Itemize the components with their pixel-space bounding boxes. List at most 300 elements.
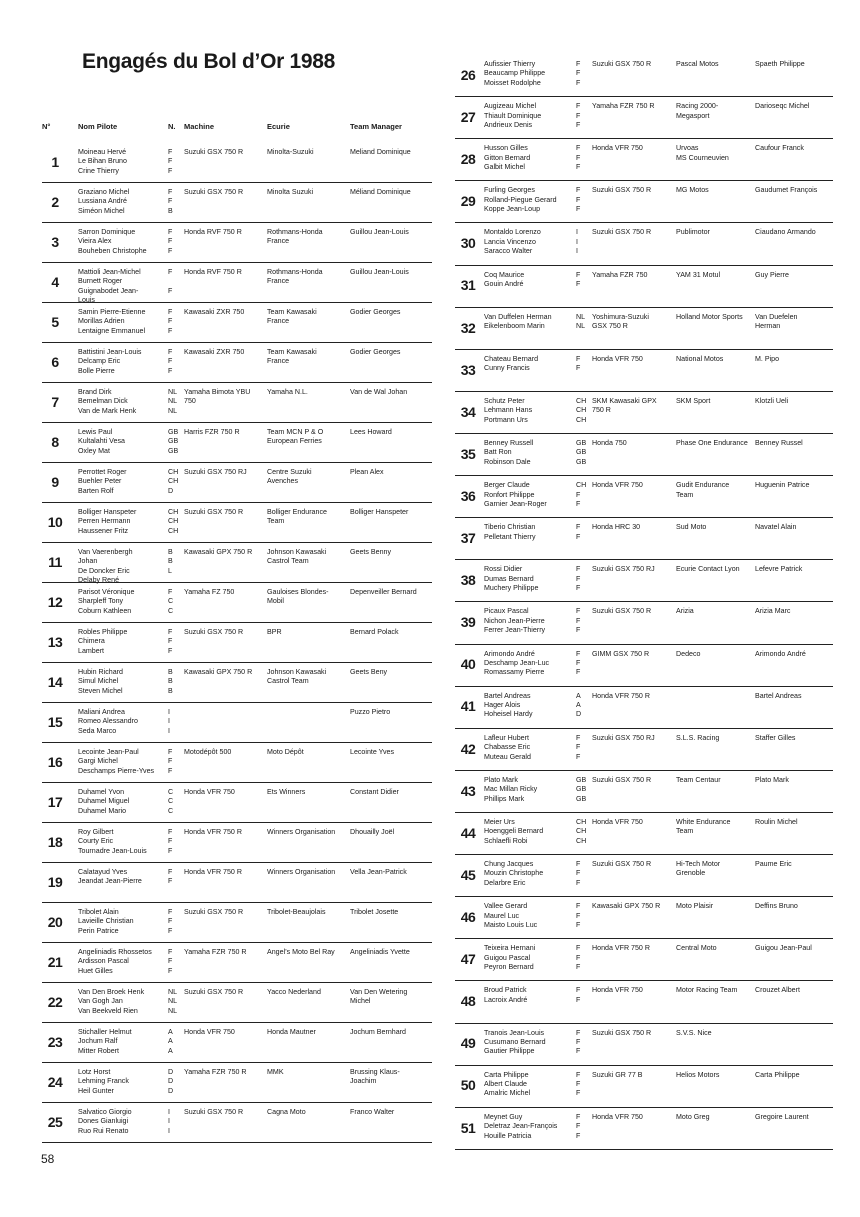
machine-cell	[592, 186, 651, 195]
nationality: CH	[168, 477, 179, 486]
team-name-cell	[267, 428, 323, 447]
entries-left-column	[42, 143, 432, 1143]
pilot-name: Husson Gilles	[484, 144, 528, 153]
nationality: A	[576, 691, 581, 700]
pilot-name: Duhamel Miguel	[78, 797, 130, 806]
pilot-name: Graziano Michel	[78, 188, 130, 196]
entry-row	[455, 308, 833, 350]
pilot-name: Chung Jacques	[484, 860, 534, 869]
machine: Suzuki GSX 750 R	[184, 1108, 244, 1116]
header-machine: Machine	[184, 122, 215, 131]
entry-number: 18	[47, 833, 63, 850]
nationality: F	[576, 279, 581, 288]
pilot-name: Moisset Rodolphe	[484, 78, 541, 87]
pilot-name: Delcamp Eric	[78, 357, 121, 366]
entry-number: 33	[460, 361, 476, 378]
machine-cell	[184, 428, 240, 437]
team-manager: Angeliniadis Yvette	[350, 948, 410, 956]
pilot-name: Ardisson Pascal	[78, 957, 129, 966]
nationality: F	[576, 60, 581, 68]
team-name: Rothmans-Honda	[267, 268, 323, 276]
pilot-name: Hager Alois	[484, 701, 521, 710]
pilot-name: Chimera	[78, 637, 105, 646]
pilot-name-cell	[78, 148, 127, 176]
entry-row	[42, 1103, 432, 1143]
pilot-name: Deschamp Jean-Luc	[484, 658, 550, 667]
team-name-cell	[267, 348, 317, 367]
nationality-cell	[576, 228, 578, 256]
machine: Suzuki GSX 750 R	[592, 860, 652, 869]
machine: Yamaha FZR 750 R	[184, 948, 247, 956]
nationality: F	[576, 1122, 581, 1131]
nationality: F	[168, 837, 173, 846]
entry-row	[42, 143, 432, 183]
pilot-name: Jeandat Jean-Pierre	[78, 877, 142, 886]
machine: Suzuki GSX 750 R	[592, 60, 652, 68]
nationality-cell	[168, 668, 173, 696]
team-manager-cell	[755, 734, 795, 743]
team-name-cell	[676, 986, 737, 995]
machine-cell	[184, 268, 242, 277]
pilot-name: Lotz Horst	[78, 1068, 111, 1076]
machine: Suzuki GSX 750 R	[184, 148, 244, 156]
nationality: F	[576, 626, 581, 635]
entry-number: 2	[51, 193, 59, 210]
nationality-cell	[576, 986, 580, 1005]
nationality: F	[576, 270, 581, 279]
pilot-name: Perren Hermann	[78, 517, 131, 526]
team-manager-cell	[350, 948, 410, 957]
machine: Yamaha FZR 750 R	[184, 1068, 247, 1076]
entry-row	[455, 981, 833, 1023]
nationality: F	[168, 846, 173, 855]
pilot-name: Batt Ron	[484, 448, 512, 457]
machine: Suzuki GR 77 B	[592, 1070, 643, 1079]
team-manager-cell	[350, 388, 407, 397]
machine-cell	[592, 986, 643, 995]
nationality-cell	[576, 776, 586, 804]
pilot-name: Teixeira Hernani	[484, 944, 536, 953]
pilot-name: Galbit Michel	[484, 163, 526, 172]
entry-row	[455, 897, 833, 939]
nationality: GB	[576, 785, 587, 794]
team-name-cell	[267, 1028, 316, 1037]
nationality-cell	[576, 860, 580, 888]
nationality: B	[168, 686, 173, 695]
entry-number: 43	[460, 782, 476, 799]
nationality: B	[168, 557, 173, 566]
team-name: Angel’s Moto Bel Ray	[267, 948, 335, 956]
team-name-cell	[676, 860, 720, 879]
team-name: Johnson Kawasaki	[267, 548, 327, 556]
nationality-cell	[168, 508, 178, 536]
entry-number: 34	[460, 403, 476, 420]
pilot-name-cell	[78, 908, 134, 936]
pilot-name: Morillas Adrien	[78, 317, 125, 326]
pilot-name: Lussiana André	[78, 197, 127, 206]
team-manager-cell	[755, 397, 788, 406]
machine: Honda VFR 750 R	[184, 828, 242, 836]
team-manager-cell	[755, 1071, 800, 1080]
entry-number: 32	[460, 319, 476, 336]
pilot-name-cell	[78, 188, 129, 216]
team-manager-cell	[755, 271, 789, 280]
nationality: F	[576, 1028, 581, 1037]
pilot-name-cell	[484, 944, 535, 972]
team-manager: Klotzli Ueli	[755, 396, 789, 405]
entry-number: 28	[460, 151, 476, 168]
nationality: F	[576, 490, 581, 499]
nationality: F	[168, 966, 173, 975]
nationality: F	[168, 588, 173, 596]
team-manager: Bartel Andreas	[755, 691, 802, 700]
nationality: F	[168, 166, 173, 175]
pilot-name: Lancia Vincenzo	[484, 237, 536, 246]
pilot-name: Sharpleff Tony	[78, 597, 124, 606]
team-manager: Gregoire Laurent	[755, 1112, 809, 1121]
entry-row	[455, 434, 833, 476]
team-manager-cell	[755, 650, 806, 659]
team-name: Central Moto	[676, 944, 717, 953]
nationality-cell	[576, 102, 580, 130]
team-name: Pascal Motos	[676, 60, 719, 68]
pilot-name: Robinson Dale	[484, 457, 531, 466]
machine-cell	[592, 1071, 642, 1080]
nationality: C	[168, 597, 174, 606]
pilot-name-cell	[78, 1068, 129, 1096]
nationality: F	[168, 308, 173, 316]
nationality: F	[168, 148, 173, 156]
team-name: Motor Racing Team	[676, 986, 738, 995]
nationality-cell	[168, 788, 173, 816]
entry-number: 44	[460, 824, 476, 841]
pilot-name: Peyron Bernard	[484, 963, 534, 972]
pilot-name: Louis	[78, 296, 95, 305]
team-name-cell	[267, 228, 323, 247]
machine-cell	[184, 788, 235, 797]
entry-row	[455, 729, 833, 771]
nationality: F	[168, 877, 173, 886]
nationality: B	[168, 206, 173, 215]
machine-cell	[184, 348, 244, 357]
machine: Honda VFR 750 R	[592, 691, 650, 700]
entry-number: 4	[51, 273, 59, 290]
team-name: Grenoble	[676, 869, 706, 878]
pilot-name: Lafleur Hubert	[484, 733, 529, 742]
entry-row	[455, 1024, 833, 1066]
nationality: F	[576, 963, 581, 972]
team-manager: Bolliger Hanspeter	[350, 508, 409, 516]
team-name: Bolliger Endurance	[267, 508, 327, 516]
machine-cell	[184, 748, 231, 757]
team-name-cell	[267, 188, 313, 197]
team-name: Minolta Suzuki	[267, 188, 314, 196]
pilot-name-cell	[78, 1028, 132, 1056]
entry-number: 31	[460, 277, 476, 294]
entry-number: 48	[460, 993, 476, 1010]
machine-cell	[592, 734, 655, 743]
team-manager: Jochum Bernhard	[350, 1028, 406, 1036]
nationality-cell	[576, 355, 580, 374]
team-name: France	[267, 357, 290, 366]
machine: Honda VFR 750	[184, 788, 235, 796]
nationality: CH	[168, 468, 179, 476]
pilot-name-cell	[78, 868, 142, 887]
entry-row	[42, 343, 432, 383]
nationality: F	[168, 268, 173, 276]
pilot-name-cell	[78, 628, 127, 656]
nationality: I	[576, 237, 578, 246]
team-name: Team	[676, 827, 694, 836]
pilot-name: Maliani Andrea	[78, 708, 125, 716]
pilot-name: Mitter Robert	[78, 1046, 119, 1055]
team-manager: Gaudumet François	[755, 186, 818, 195]
nationality: C	[168, 797, 174, 806]
nationality: F	[168, 326, 173, 335]
team-name-cell	[676, 1029, 712, 1038]
pilot-name: Mouzin Christophe	[484, 869, 544, 878]
team-manager: Joachim	[350, 1077, 377, 1086]
team-name: MMK	[267, 1068, 284, 1076]
nationality: D	[576, 710, 582, 719]
pilot-name-cell	[484, 734, 531, 762]
nationality: F	[576, 1089, 581, 1098]
pilot-name: Gitton Bernard	[484, 153, 531, 162]
team-manager: Constant Didier	[350, 788, 399, 796]
pilot-name-cell	[78, 508, 136, 536]
nationality: F	[576, 1070, 581, 1079]
pilot-name: Cunny Francis	[484, 364, 530, 373]
pilot-name: Meynet Guy	[484, 1112, 523, 1121]
pilot-name-cell	[78, 348, 141, 376]
machine-cell	[592, 818, 643, 827]
pilot-name: Lavieille Christian	[78, 917, 134, 926]
team-name: MG Motos	[676, 186, 709, 195]
pilot-name: Romassamy Pierre	[484, 668, 545, 677]
entry-number: 40	[460, 656, 476, 673]
nationality: F	[576, 995, 581, 1004]
nationality: F	[168, 868, 173, 876]
team-manager-cell	[755, 776, 789, 785]
machine-cell	[592, 1113, 643, 1122]
pilot-name: Guignabodet Jean-	[78, 286, 139, 295]
nationality: F	[576, 921, 581, 929]
pilot-name: Dones Gianluigi	[78, 1117, 129, 1126]
machine-cell	[592, 650, 649, 659]
nationality: F	[168, 908, 173, 916]
pilot-name: Heil Gunter	[78, 1086, 114, 1095]
entry-number: 47	[460, 951, 476, 968]
team-manager-cell	[350, 708, 390, 717]
team-name: Racing 2000-	[676, 102, 719, 111]
machine-cell	[592, 481, 643, 490]
nationality: F	[576, 144, 581, 153]
nationality: CH	[168, 517, 179, 526]
team-name: Yamaha N.L.	[267, 388, 308, 396]
machine: Kawasaki ZXR 750	[184, 348, 245, 356]
team-name: Tribolet-Beaujolais	[267, 908, 326, 916]
nationality: CH	[576, 817, 587, 826]
nationality-cell	[168, 388, 177, 416]
pilot-name: Phillips Mark	[484, 794, 525, 803]
team-name-cell	[676, 1113, 710, 1122]
entries-right-column	[455, 55, 833, 1150]
team-manager: Michel	[350, 997, 371, 1006]
team-manager-cell	[350, 1028, 406, 1037]
pilot-name: Maurel Luc	[484, 911, 520, 920]
machine-cell	[184, 1028, 235, 1037]
machine: Kawasaki GPX 750 R	[184, 668, 253, 676]
entry-number: 17	[47, 793, 63, 810]
nationality: F	[576, 1112, 581, 1121]
pilot-name-cell	[78, 468, 127, 496]
pilot-name: Houille Patricia	[484, 1131, 532, 1140]
machine-cell	[592, 607, 651, 616]
team-name: Cagna Moto	[267, 1108, 306, 1116]
entry-row	[42, 863, 432, 903]
nationality-cell	[576, 944, 580, 972]
pilot-name: Pelletant Thierry	[484, 532, 536, 541]
machine: Honda VFR 750	[592, 986, 643, 995]
team-manager: Lees Howard	[350, 428, 392, 436]
nationality: NL	[576, 322, 586, 331]
nationality: F	[576, 565, 581, 574]
nationality: GB	[576, 448, 587, 457]
team-manager: Geets Beny	[350, 668, 388, 676]
nationality-cell	[576, 186, 580, 214]
pilot-name: Duhamel Yvon	[78, 788, 125, 796]
team-name: Winners Organisation	[267, 868, 336, 876]
team-manager-cell	[350, 468, 384, 477]
pilot-name-cell	[78, 388, 136, 416]
page-title: Engagés du Bol d’Or 1988	[82, 50, 336, 73]
machine: Yamaha FZR 750 R	[592, 102, 655, 111]
machine: Suzuki GSX 750 R	[184, 908, 244, 916]
nationality: GB	[168, 446, 179, 455]
machine: Honda VFR 750	[592, 144, 643, 153]
pilot-name: Van Beekveld Rien	[78, 1006, 138, 1015]
nationality: C	[168, 606, 174, 615]
team-manager: Godier Georges	[350, 308, 401, 316]
entry-number: 39	[460, 614, 476, 631]
nationality: F	[576, 195, 581, 204]
team-name: S.L.S. Racing	[676, 733, 720, 742]
pilot-name: Johan	[78, 557, 98, 566]
entry-row	[455, 97, 833, 139]
pilot-name-cell	[484, 271, 524, 290]
pilot-name: Picaux Pascal	[484, 607, 529, 616]
machine-cell	[184, 1068, 247, 1077]
pilot-name-cell	[484, 397, 532, 425]
nationality-cell	[168, 588, 173, 616]
pilot-name: Courty Eric	[78, 837, 114, 846]
team-name: Moto Dépôt	[267, 748, 304, 756]
machine: 750 R	[592, 406, 611, 415]
pilot-name: Coq Maurice	[484, 270, 525, 279]
entry-number: 37	[460, 530, 476, 547]
pilot-name: Van de Mark Henk	[78, 406, 137, 415]
team-name: Castrol Team	[267, 557, 309, 566]
nationality: F	[168, 228, 173, 236]
nationality-cell	[168, 948, 172, 976]
team-name: Gauloises Blondes-	[267, 588, 329, 596]
entry-row	[455, 813, 833, 855]
entry-row	[42, 183, 432, 223]
entry-number: 12	[47, 593, 63, 610]
team-name: Phase One Endurance	[676, 438, 748, 447]
machine-cell	[592, 565, 655, 574]
team-name-cell	[676, 397, 710, 406]
entry-number: 7	[51, 393, 59, 410]
machine: Motodépôt 500	[184, 748, 232, 756]
nationality: F	[168, 357, 173, 366]
pilot-name: Gargi Michel	[78, 757, 118, 766]
nationality: F	[576, 1080, 581, 1089]
team-name-cell	[267, 308, 317, 327]
nationality: GB	[168, 428, 179, 436]
team-manager-cell	[755, 60, 805, 69]
pilot-name: Beaucamp Philippe	[484, 69, 546, 78]
nationality: F	[576, 364, 581, 373]
nationality: CH	[168, 526, 179, 535]
pilot-name: Hoenggeli Bernard	[484, 827, 544, 836]
team-name-cell	[676, 818, 730, 837]
nationality: F	[168, 157, 173, 166]
entry-number: 50	[460, 1077, 476, 1094]
machine: Honda RVF 750 R	[184, 268, 242, 276]
pilot-name: Buehler Peter	[78, 477, 122, 486]
pilot-name: Moineau Hervé	[78, 148, 127, 156]
nationality-cell	[576, 902, 580, 930]
team-name: Mobil	[267, 597, 284, 606]
team-name: National Motos	[676, 354, 724, 363]
entry-row	[455, 1108, 833, 1150]
nationality-cell	[168, 348, 172, 376]
team-manager-cell	[755, 692, 802, 701]
entry-number: 9	[51, 473, 59, 490]
nationality-cell	[576, 692, 581, 720]
team-name-cell	[676, 565, 740, 574]
header-nat: N.	[168, 122, 176, 131]
pilot-name: Kultalahti Vesa	[78, 437, 125, 446]
team-manager: Crouzet Albert	[755, 986, 800, 995]
pilot-name: Steven Michel	[78, 686, 123, 695]
nationality-cell	[168, 228, 172, 256]
team-name: Ets Winners	[267, 788, 306, 796]
machine: Honda VFR 750 R	[592, 944, 650, 953]
nationality-cell	[576, 439, 586, 467]
team-name-cell	[676, 313, 743, 322]
entry-number: 19	[47, 873, 63, 890]
team-manager: Geets Benny	[350, 548, 392, 556]
machine-cell	[184, 948, 247, 957]
nationality: F	[168, 766, 173, 775]
team-name-cell	[267, 1108, 306, 1117]
team-manager-cell	[350, 268, 409, 277]
nationality: F	[576, 869, 581, 878]
nationality: GB	[576, 457, 587, 466]
nationality: I	[168, 1117, 170, 1126]
nationality: F	[576, 1131, 581, 1140]
nationality: D	[168, 1086, 174, 1095]
pilot-name: Stichaller Helmut	[78, 1028, 132, 1036]
machine-cell	[184, 828, 242, 837]
team-name: Urvoas	[676, 144, 699, 153]
pilot-name: Gouin André	[484, 279, 524, 288]
pilot-name-cell	[484, 860, 543, 888]
entry-number: 51	[460, 1119, 476, 1136]
entry-row	[42, 663, 432, 703]
